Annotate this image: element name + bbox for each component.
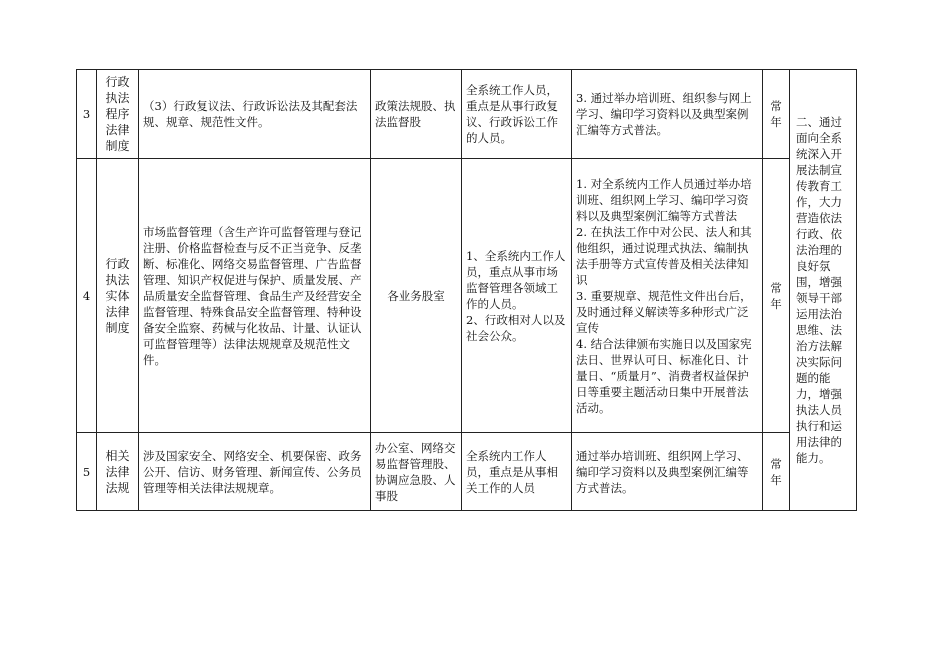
table-row: [77, 70, 857, 159]
law-category: 相关法律法规: [97, 433, 139, 511]
law-content: 涉及国家安全、网络安全、机要保密、政务公开、信访、财务管理、新闻宣传、公务员管理等相关法律法规规章。: [139, 433, 371, 511]
time-period: 常年: [763, 70, 790, 159]
law-content: 市场监督管理（含生产许可监督管理与登记注册、价格监督检查与反不正当竞争、反垄断、标准化、网络交易监督管理、广告监督管理、知识产权促进与保护、质量发展、产品质量安全监督管理、食品生产及经营安全监督管理、特殊食品安全监督管理、特种设备安全监察、药械与化妆品、计量、认证认可监督管理等）法律法规规章及规范性文件。: [139, 159, 371, 433]
time-period: 常年: [763, 159, 790, 433]
table-row: [77, 159, 857, 433]
method-line: 3. 重要规章、规范性文件出台后，及时通过释义解读等多种形式广泛宣传: [576, 288, 752, 335]
row-number: 4: [77, 159, 97, 433]
method-line: 4. 结合法律颁布实施日以及国家宪法日、世界认可日、标准化日、计量日、“质量月”、消费者权益保护日等重要主题活动日集中开展普法活动。: [576, 336, 752, 415]
responsible-department: 政策法规股、执法监督股: [371, 70, 462, 159]
target-audience: 全系统工作人员，重点是从事行政复议、行政诉讼工作的人员。: [462, 70, 572, 159]
target-audience: [462, 159, 572, 433]
promotion-method: 通过举办培训班、组织网上学习、编印学习资料以及典型案例汇编等方式普法。: [572, 433, 763, 511]
method-line: 2. 在执法工作中对公民、法人和其他组织，通过说理式执法、编制执法手册等方式宣传普及相关法律知识: [576, 224, 752, 287]
row-number: 5: [77, 433, 97, 511]
promotion-method: 3. 通过举办培训班、组织参与网上学习、编印学习资料以及典型案例汇编等方式普法。: [572, 70, 763, 159]
row-number: 3: [77, 70, 97, 159]
method-line: 1. 对全系统内工作人员通过举办培训班、组织网上学习、编印学习资料以及典型案例汇编等方式普法: [576, 176, 752, 223]
promotion-method: [572, 159, 763, 433]
law-content: （3）行政复议法、行政诉讼法及其配套法规、规章、规范性文件。: [139, 70, 371, 159]
responsible-department: 办公室、网络交易监督管理股、协调应急股、人事股: [371, 433, 462, 511]
law-category: 行政执法实体法律制度: [97, 159, 139, 433]
law-promotion-table: [76, 69, 857, 511]
table-row: [77, 433, 857, 511]
target-audience: 全系统内工作人员，重点是从事相关工作的人员: [462, 433, 572, 511]
law-category: 行政执法程序法律制度: [97, 70, 139, 159]
summary-note: 二、通过面向全系统深入开展法制宣传教育工作，大力营造依法行政、依法治理的良好氛围，增强领导干部运用法治思维、法治方法解决实际问题的能力，增强执法人员执行和运用法律的能力。: [790, 70, 857, 511]
responsible-department: 各业务股室: [371, 159, 462, 433]
target-line: 1、全系统内工作人员，重点从事市场监督管理各领域工作的人员。: [466, 248, 566, 311]
target-line: 2、行政相对人以及社会公众。: [466, 312, 566, 343]
time-period: 常年: [763, 433, 790, 511]
